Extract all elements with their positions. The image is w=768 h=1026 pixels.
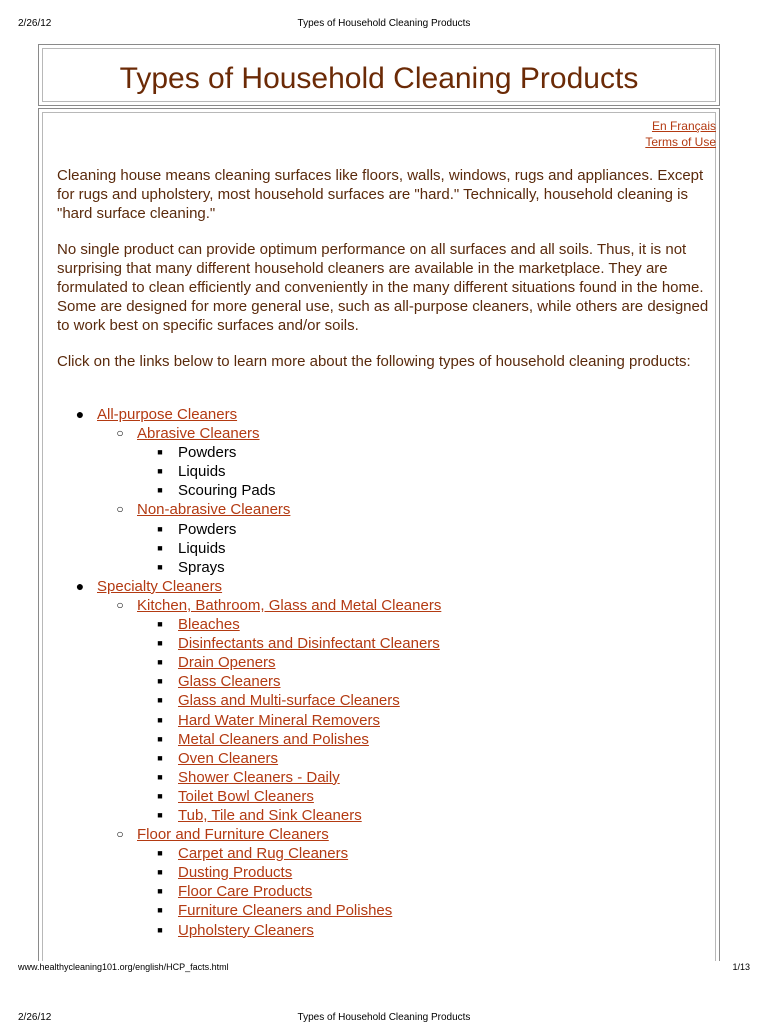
square-bullet: ■	[157, 867, 163, 878]
paragraph-1: Cleaning house means cleaning surfaces like floors, walls, windows, rugs and appliances. Except for rugs and upholstery, most household surfaces are "hard." Technically, household cleaning is "hard surface cleaning."	[57, 167, 704, 222]
non-abrasive-cleaners-link[interactable]: Non-abrasive Cleaners	[137, 501, 291, 519]
square-bullet: ■	[157, 771, 163, 782]
terms-of-use-link[interactable]: Terms of Use	[645, 135, 716, 149]
square-bullet: ■	[157, 619, 163, 630]
next-page-date: 2/26/12	[18, 1012, 52, 1023]
print-title: Types of Household Cleaning Products	[297, 18, 471, 29]
products-paragraph	[57, 240, 713, 335]
square-bullet: ■	[157, 905, 163, 916]
list-item-label: Powders	[178, 444, 237, 462]
abrasive-cleaners-link[interactable]: Abrasive Cleaners	[137, 425, 260, 443]
list-item	[57, 672, 713, 691]
list-item	[57, 691, 713, 710]
list-item	[57, 882, 713, 901]
list-item	[57, 787, 713, 806]
list-item	[57, 749, 713, 768]
page-url: www.healthycleaning101.org/english/HCP_facts.html	[18, 962, 229, 972]
drain-openers-link[interactable]: Drain Openers	[178, 654, 276, 672]
square-bullet: ■	[157, 638, 163, 649]
furniture-cleaners-link[interactable]: Furniture Cleaners and Polishes	[178, 902, 393, 920]
list-item	[57, 520, 713, 539]
product-type-list	[57, 405, 713, 940]
floor-furniture-cleaners-link[interactable]: Floor and Furniture Cleaners	[137, 826, 329, 844]
list-item	[57, 462, 713, 481]
toilet-bowl-cleaners-link[interactable]: Toilet Bowl Cleaners	[178, 787, 314, 805]
square-bullet: ■	[157, 886, 163, 897]
title-box	[38, 44, 720, 106]
floor-care-products-link[interactable]: Floor Care Products	[178, 883, 313, 901]
list-item	[57, 500, 713, 519]
list-item-label: Sprays	[178, 558, 225, 576]
page-title: Types of Household Cleaning Products	[119, 62, 639, 95]
square-bullet: ■	[157, 924, 163, 935]
dusting-products-link[interactable]: Dusting Products	[178, 864, 293, 882]
glass-multi-surface-cleaners-link[interactable]: Glass and Multi-surface Cleaners	[178, 692, 400, 710]
intro-paragraph	[57, 166, 713, 223]
square-bullet: ■	[157, 523, 163, 534]
list-item	[57, 443, 713, 462]
paragraph-3: Click on the links below to learn more about the following types of household cleaning products:	[57, 353, 691, 370]
square-bullet: ■	[157, 809, 163, 820]
square-bullet: ■	[157, 714, 163, 725]
list-item	[57, 901, 713, 920]
list-item	[57, 424, 713, 443]
list-item	[57, 768, 713, 787]
list-item	[57, 481, 713, 500]
list-item	[57, 558, 713, 577]
list-item	[57, 806, 713, 825]
list-item	[57, 711, 713, 730]
print-date: 2/26/12	[18, 18, 52, 29]
square-bullet: ■	[157, 657, 163, 668]
page-number: 1/13	[732, 962, 750, 972]
list-item	[57, 921, 713, 940]
square-bullet: ■	[157, 676, 163, 687]
top-links	[645, 118, 716, 150]
metal-cleaners-link[interactable]: Metal Cleaners and Polishes	[178, 730, 369, 748]
circle-bullet: ○	[116, 426, 124, 441]
shower-cleaners-link[interactable]: Shower Cleaners - Daily	[178, 768, 340, 786]
bleaches-link[interactable]: Bleaches	[178, 616, 240, 634]
tub-tile-sink-cleaners-link[interactable]: Tub, Tile and Sink Cleaners	[178, 806, 362, 824]
square-bullet: ■	[157, 542, 163, 553]
list-item	[57, 730, 713, 749]
kitchen-bathroom-cleaners-link[interactable]: Kitchen, Bathroom, Glass and Metal Cleaners	[137, 596, 442, 614]
list-item	[57, 634, 713, 653]
list-item	[57, 825, 713, 844]
list-item	[57, 844, 713, 863]
list-item	[57, 405, 713, 424]
list-item-label: Liquids	[178, 539, 226, 557]
disc-bullet: ●	[75, 577, 85, 594]
upholstery-cleaners-link[interactable]: Upholstery Cleaners	[178, 921, 314, 939]
list-item-label: Liquids	[178, 463, 226, 481]
list-item	[57, 653, 713, 672]
all-purpose-cleaners-link[interactable]: All-purpose Cleaners	[97, 406, 238, 423]
title-box-inner	[42, 48, 716, 102]
print-footer	[0, 960, 768, 976]
print-header	[0, 18, 768, 34]
instructions-paragraph	[57, 352, 713, 371]
list-item	[57, 596, 713, 615]
circle-bullet: ○	[116, 597, 124, 612]
carpet-rug-cleaners-link[interactable]: Carpet and Rug Cleaners	[178, 845, 349, 863]
square-bullet: ■	[157, 561, 163, 572]
square-bullet: ■	[157, 752, 163, 763]
square-bullet: ■	[157, 485, 163, 496]
glass-cleaners-link[interactable]: Glass Cleaners	[178, 673, 281, 691]
square-bullet: ■	[157, 466, 163, 477]
square-bullet: ■	[157, 733, 163, 744]
square-bullet: ■	[157, 848, 163, 859]
list-item	[57, 539, 713, 558]
list-item-label: Powders	[178, 520, 237, 538]
list-item	[57, 863, 713, 882]
circle-bullet: ○	[116, 502, 124, 517]
specialty-cleaners-link[interactable]: Specialty Cleaners	[97, 577, 223, 595]
oven-cleaners-link[interactable]: Oven Cleaners	[178, 749, 279, 767]
square-bullet: ■	[157, 790, 163, 801]
hard-water-removers-link[interactable]: Hard Water Mineral Removers	[178, 711, 380, 729]
list-item	[57, 577, 713, 596]
square-bullet: ■	[157, 447, 163, 458]
square-bullet: ■	[157, 695, 163, 706]
french-link[interactable]: En Français	[651, 119, 716, 133]
circle-bullet: ○	[116, 827, 124, 842]
disinfectants-link[interactable]: Disinfectants and Disinfectant Cleaners	[178, 635, 440, 653]
list-item-label: Scouring Pads	[178, 482, 276, 500]
list-item	[57, 615, 713, 634]
paragraph-2: No single product can provide optimum performance on all surfaces and all soils. Thus, it is not surprising that many different household cleaners are available in the marketplace. They are formulated to clean efficiently and conveniently in the many different situations found in the home. Some are designed for more general use, such as all-purpose cleaners, while others are designed to work best on specific surfaces and/or soils.	[57, 241, 709, 334]
next-page-title: Types of Household Cleaning Products	[297, 1012, 471, 1023]
disc-bullet: ●	[75, 406, 85, 422]
